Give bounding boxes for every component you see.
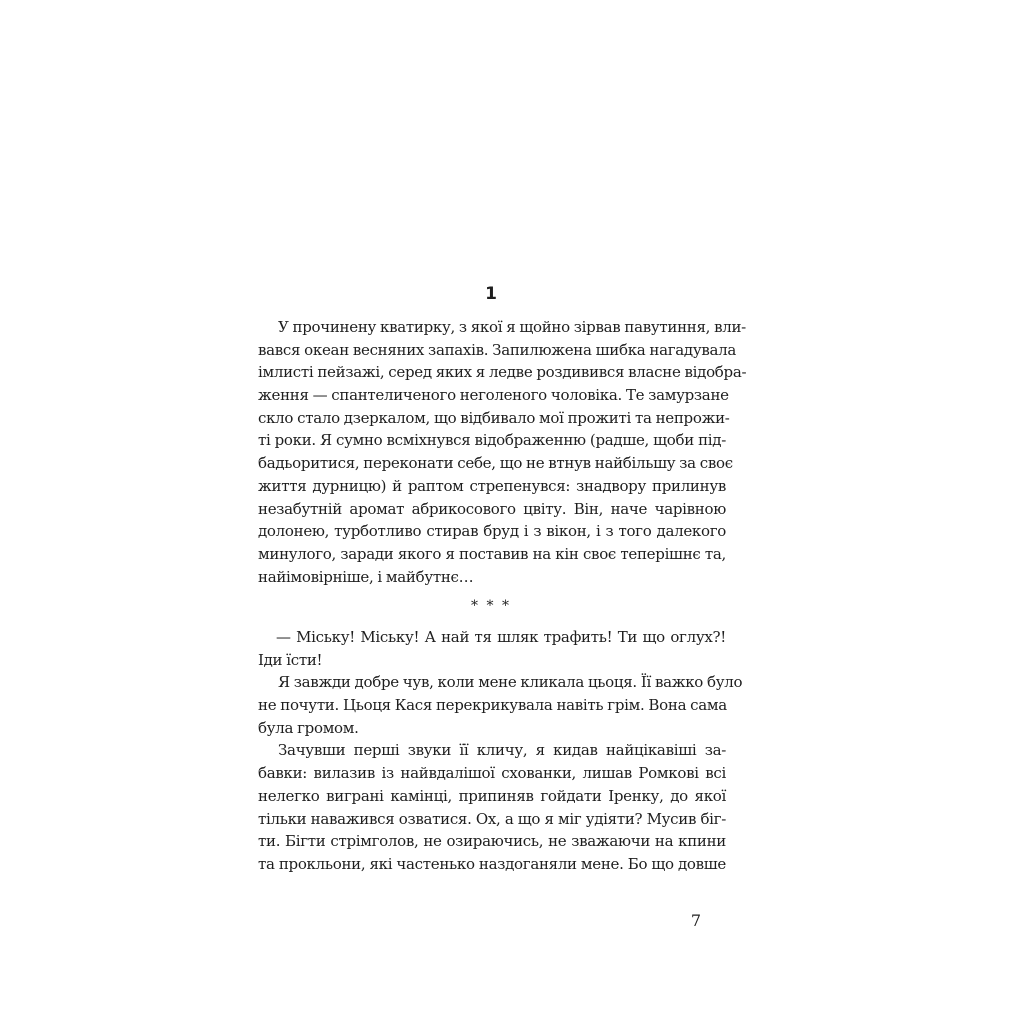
text-line: Я завжди добре чув, коли мене кликала цьоця. Її важко було bbox=[278, 673, 743, 692]
text-line: ті роки. Я сумно всміхнувся відображенню (радше, щоби під- bbox=[258, 431, 726, 450]
text-line: долонею, турботливо стирав бруд і з вікон, і з того далекого bbox=[258, 522, 726, 541]
section-separator: * * * bbox=[471, 598, 511, 614]
text-line: життя дурницю) й раптом стрепенувся: знадвору прилинув bbox=[258, 476, 726, 495]
text-line: У прочинену кватирку, з якої я щойно зірвав павутиння, вли- bbox=[278, 318, 746, 336]
text-line: ти. Бігти стрімголов, не озираючись, не зважаючи на кпини bbox=[258, 832, 726, 851]
dialogue-line: — Міську! Міську! А най тя шляк трафить! Ти що оглух?! bbox=[276, 628, 726, 646]
text-line: минулого, заради якого я поставив на кін своє теперішнє та, bbox=[258, 544, 726, 563]
text-line: вався океан весняних запахів. Запилюжена шибка нагадувала bbox=[258, 340, 737, 359]
text-line: тільки наважився озватися. Ох, а що я міг удіяти? Мусив біг- bbox=[258, 809, 726, 828]
opening-paragraph bbox=[258, 316, 747, 588]
text-line: Зачувши перші звуки її кличу, я кидав найцікавіші за- bbox=[278, 741, 726, 760]
page-number: 7 bbox=[690, 911, 702, 930]
text-line: бавки: вилазив із найвдалішої схованки, лишав Ромкові всі bbox=[258, 764, 726, 783]
chapter-number: 1 bbox=[485, 284, 497, 304]
text-line: найімовірніше, і майбутнє… bbox=[258, 567, 474, 586]
text-line: ження — спантеличеного неголеного чоловіка. Те замурзане bbox=[258, 386, 729, 405]
text-line: не почути. Цьоця Кася перекрикувала навіть грім. Вона сама bbox=[258, 696, 727, 715]
dialogue-line: Іди їсти! bbox=[258, 650, 323, 669]
text-line: незабутній аромат абрикосового цвіту. Він, наче чарівною bbox=[258, 499, 726, 518]
text-line: була громом. bbox=[258, 718, 359, 737]
text-line: нелегко виграні камінці, припиняв гойдати Іренку, до якої bbox=[258, 786, 726, 805]
text-line: скло стало дзеркалом, що відбивало мої прожиті та непрожи- bbox=[258, 408, 730, 427]
text-line: та прокльони, які частенько наздоганяли мене. Бо що довше bbox=[258, 854, 726, 873]
second-section bbox=[258, 626, 743, 876]
text-line: бадьоритися, переконати себе, що не втнув найбільшу за своє bbox=[258, 454, 733, 473]
text-line: імлисті пейзажі, серед яких я ледве роздивився власне відобра- bbox=[258, 363, 747, 382]
